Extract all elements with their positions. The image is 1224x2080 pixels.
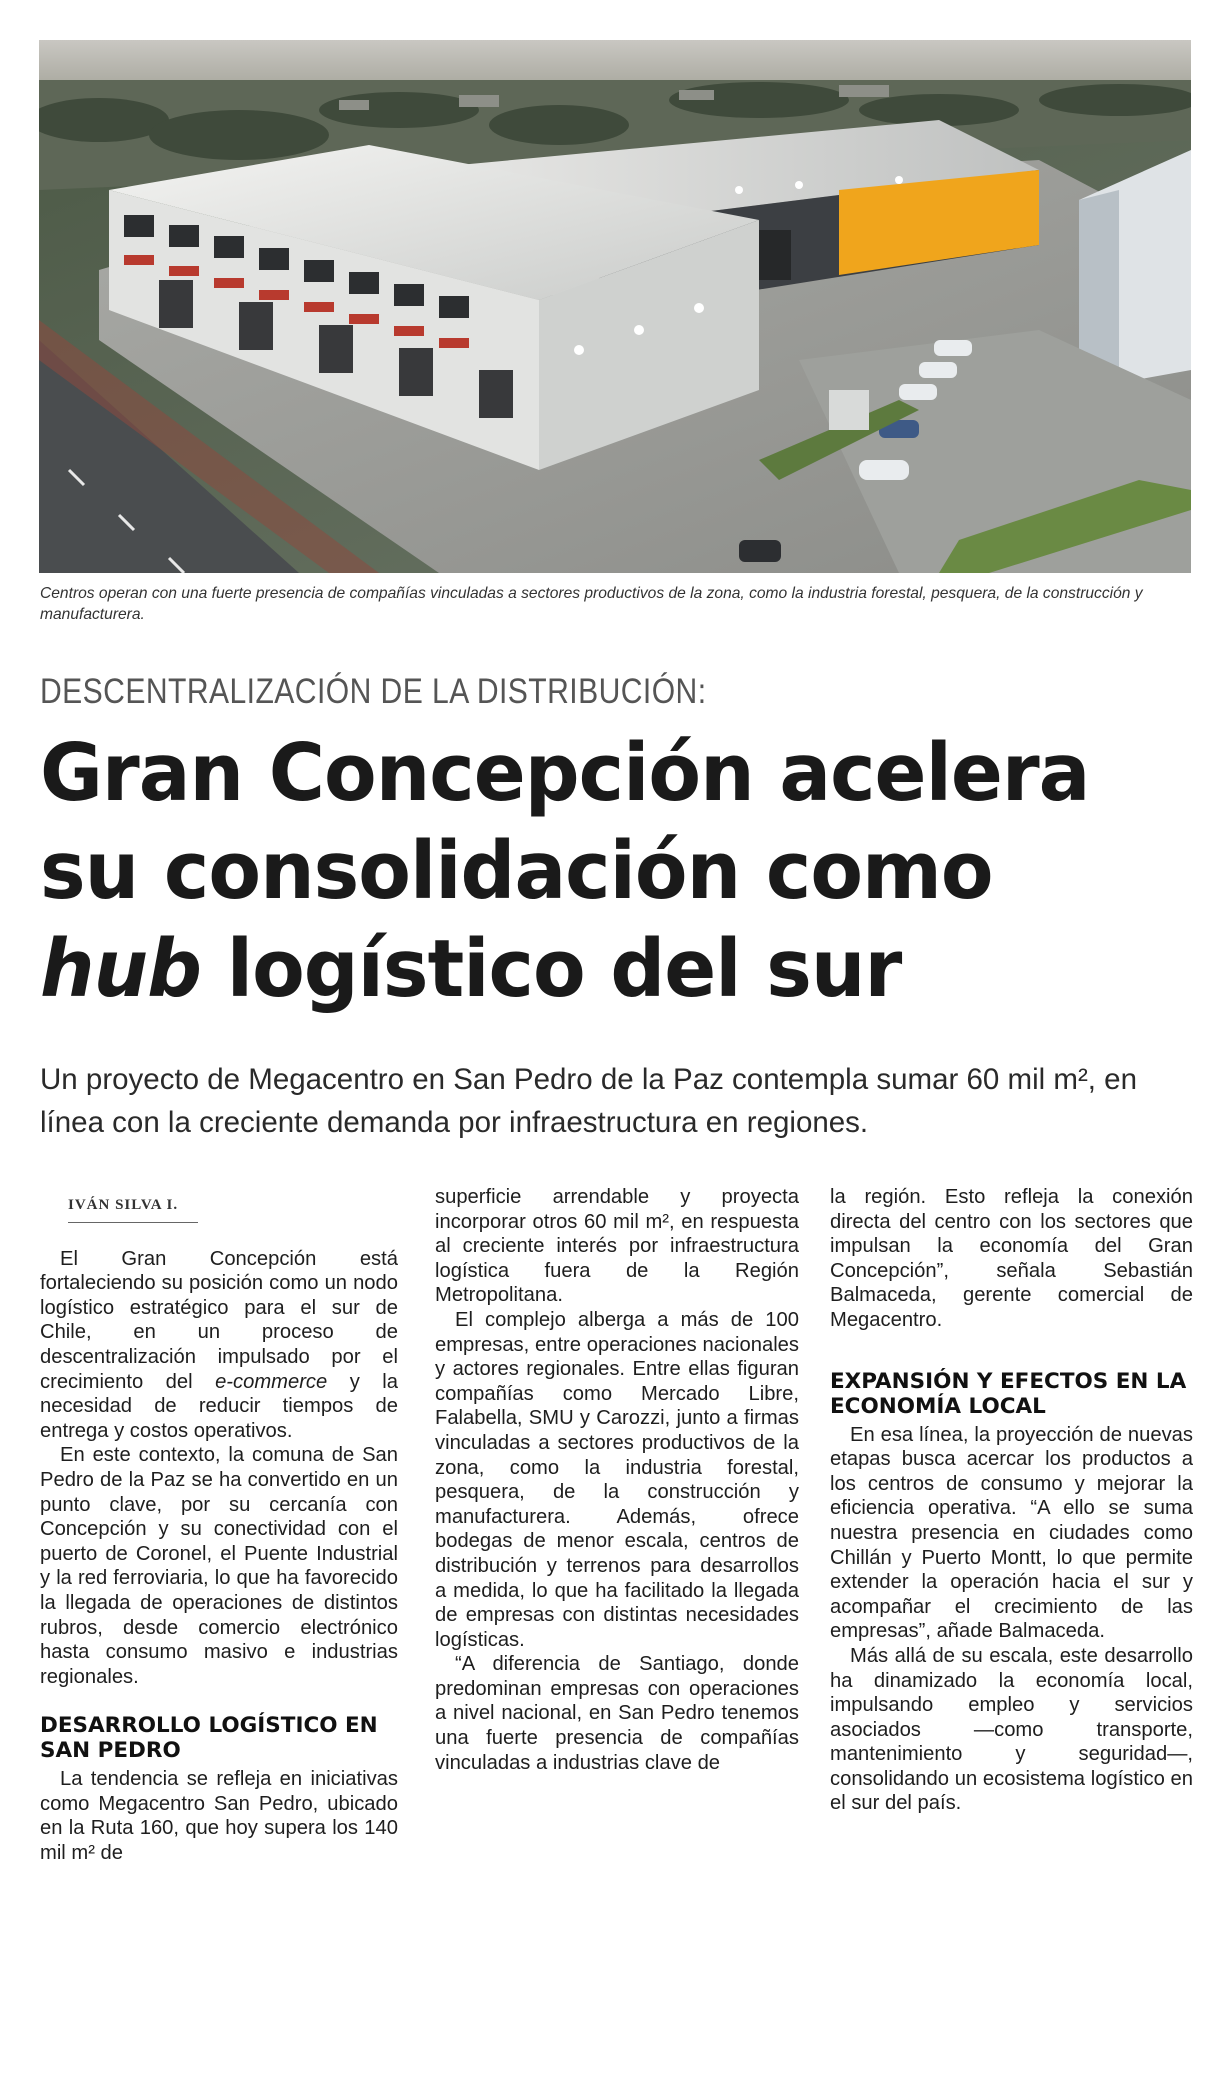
subhead: DESARROLLO LOGÍSTICO EN SAN PEDRO: [40, 1713, 378, 1764]
paragraph: superficie arrendable y proyecta incorporar otros 60 mil m², en respuesta al creciente interés por infraestructura logística fuera de la Región Metropolitana.: [435, 1186, 799, 1307]
paragraph: Más allá de su escala, este desarrollo ha dinamizado la economía local, impulsando empleo y servicios asociados —como transporte, mantenimiento y seguridad—, consolidando un ecosistema logístico en el sur del país.: [830, 1644, 1193, 1815]
italic-term: e-commerce: [215, 1370, 328, 1393]
paragraph: [40, 1247, 398, 1444]
paragraph-text: y la necesidad de reducir tiempos de entrega y costos operativos.: [40, 1370, 398, 1442]
paragraph-text: El Gran Concepción está fortaleciendo su posición como un nodo logístico estratégico para el sur de Chile, en un proceso de descentralización impulsado por el crecimiento del: [40, 1247, 398, 1393]
byline-rule: [68, 1222, 198, 1223]
byline: IVÁN SILVA I.: [68, 1197, 179, 1213]
headline-line-2: su consolidación como: [40, 825, 993, 917]
headline: [40, 724, 1089, 1018]
paragraph: la región. Esto refleja la conexión directa del centro con los sectores que impulsan la economía del Gran Concepción”, señala Sebastián Balmaceda, gerente comercial de Megacentro.: [830, 1186, 1193, 1331]
headline-line-1: Gran Concepción acelera: [40, 727, 1090, 819]
article-column-2: [435, 1185, 799, 1775]
paragraph: El complejo alberga a más de 100 empresas, entre operaciones nacionales y actores regionales. Entre ellas figuran compañías como Mercado Libre, Falabella, SMU y Carozzi, junto a firmas vinculadas a sectores productivos de la zona, como la industria forestal, pesquera, de la construcción y manufacturera. Además, ofrece bodegas de menor escala, centros de distribución y terrenos para desarrollos a medida, lo que ha facilitado la llegada de empresas con distintas necesidades logísticas.: [435, 1308, 799, 1651]
paragraph: En este contexto, la comuna de San Pedro de la Paz se ha convertido en un punto clave, por su cercanía con Concepción y su conectividad con el puerto de Coronel, el Puente Industrial y la red ferroviaria, lo que ha favorecido la llegada de operaciones de distintos rubros, desde comercio electrónico hasta consumo masivo e industrias regionales.: [40, 1444, 398, 1688]
headline-italic-word: hub: [40, 923, 202, 1015]
paragraph: En esa línea, la proyección de nuevas etapas busca acercar los productos a los centros de consumo y mejorar la eficiencia operativa. “A ello se suma nuestra presencia en ciudades como Chillán y Puerto Montt, lo que permite extender la operación hacia el sur y acompañar el crecimiento de las empresas”, añade Balmaceda.: [830, 1423, 1193, 1643]
photo-caption: Centros operan con una fuerte presencia de compañías vinculadas a sectores productivos de la zona, como la industria forestal, pesquera, de la construcción y manufacturera.: [40, 585, 1143, 623]
article-column-1: [40, 1185, 398, 1866]
paragraph: “A diferencia de Santiago, donde predominan empresas con operaciones a nivel nacional, en San Pedro tenemos una fuerte presencia de compañías vinculadas a industrias clave de: [435, 1653, 799, 1774]
deck: Un proyecto de Megacentro en San Pedro de la Paz contempla sumar 60 mil m², en línea con la creciente demanda por infraestructura en regiones.: [40, 1063, 1137, 1139]
kicker: DESCENTRALIZACIÓN DE LA DISTRIBUCIÓN:: [40, 672, 707, 711]
paragraph: La tendencia se refleja en iniciativas como Megacentro San Pedro, ubicado en la Ruta 160, que hoy supera los 140 mil m² de: [40, 1768, 398, 1865]
article-column-3: [830, 1185, 1193, 1816]
aerial-warehouse-photo: [39, 40, 1191, 573]
headline-line-3: [40, 920, 1089, 1018]
headline-line-3-rest: logístico del sur: [201, 923, 902, 1015]
subhead: EXPANSIÓN Y EFECTOS EN LA ECONOMÍA LOCAL: [830, 1368, 1187, 1419]
